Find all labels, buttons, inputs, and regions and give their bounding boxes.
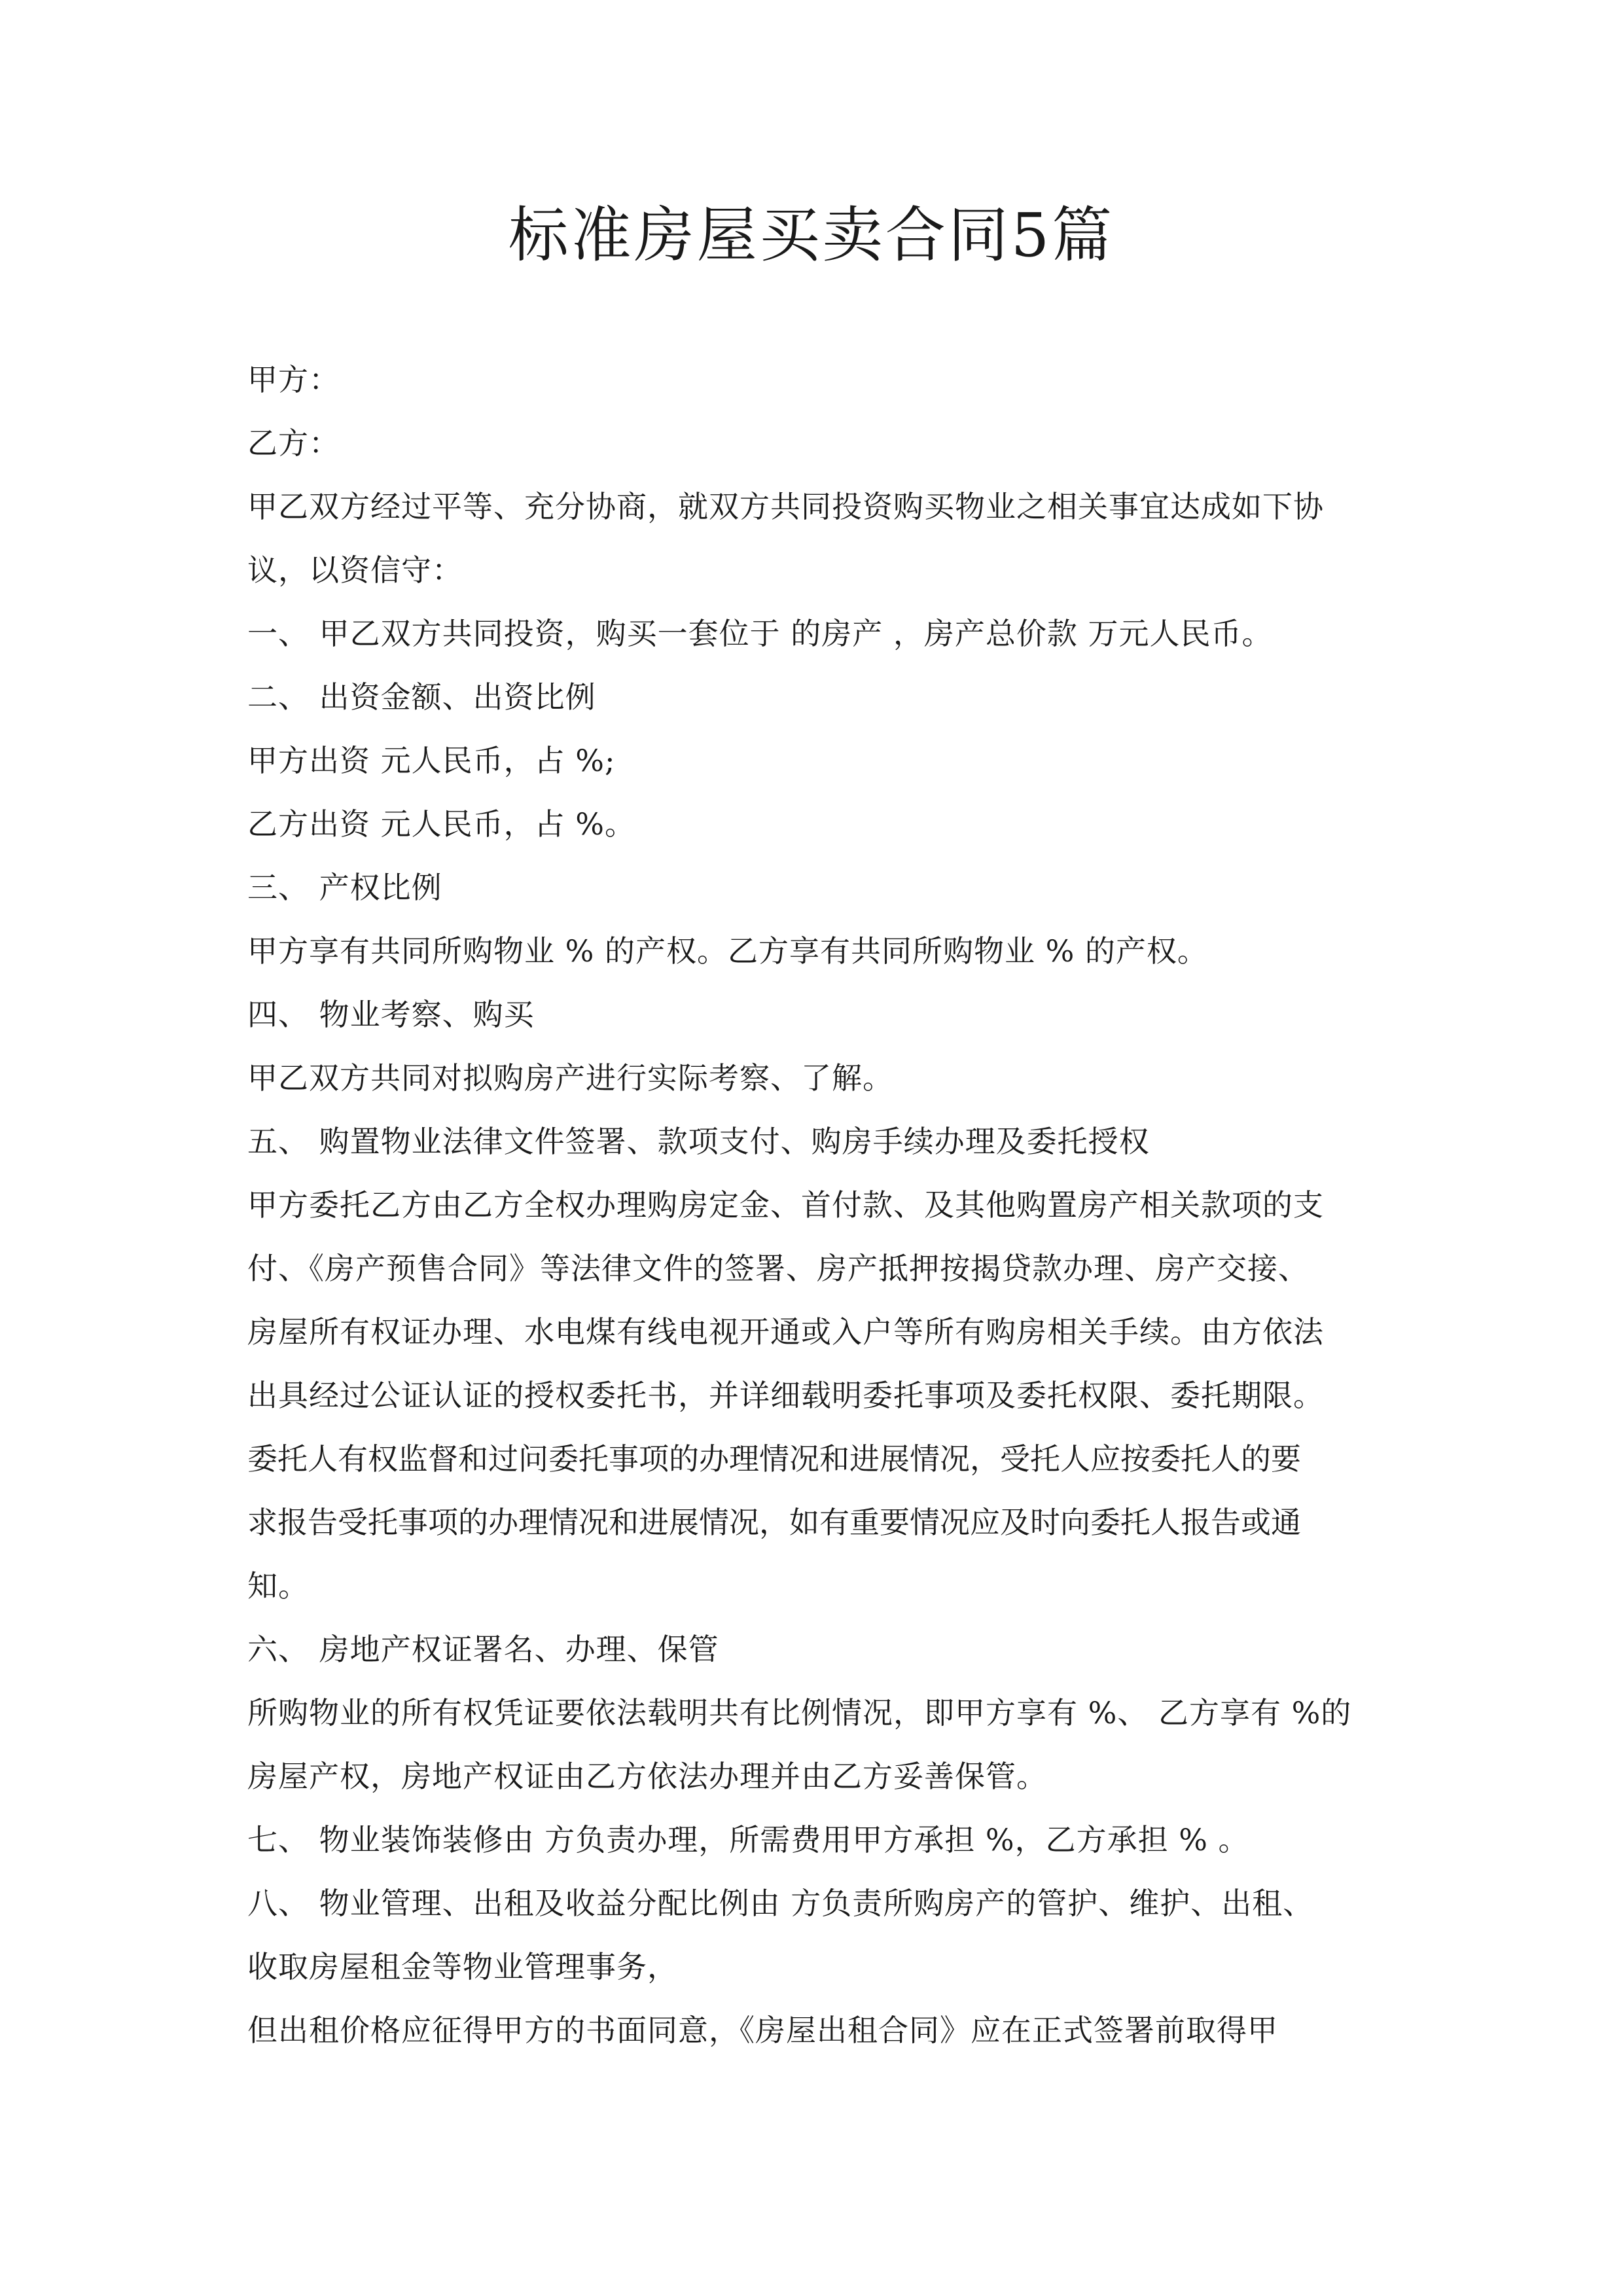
paragraph-line: 乙方： (247, 425, 340, 461)
clause-heading: 六、 房地产权证署名、办理、保管 (247, 1632, 719, 1667)
paragraph-line: 甲乙双方共同对拟购房产进行实际考察、了解。 (247, 1060, 893, 1096)
paragraph-line: 甲方委托乙方由乙方全权办理购房定金、首付款、及其他购置房产相关款项的支 (247, 1187, 1324, 1223)
paragraph-line: 甲乙双方经过平等、充分协商，就双方共同投资购买物业之相关事宜达成如下协 (247, 489, 1324, 524)
clause-heading: 五、 购置物业法律文件签署、款项支付、购房手续办理及委托授权 (247, 1124, 1150, 1159)
clause-heading: 七、 物业装饰装修由 方负责办理，所需费用甲方承担 %，乙方承担 % 。 (247, 1822, 1249, 1857)
paragraph-line: 知。 (247, 1568, 309, 1604)
paragraph-line: 但出租价格应征得甲方的书面同意，《房屋出租合同》应在正式签署前取得甲 (247, 2013, 1278, 2048)
paragraph-line: 求报告受托事项的办理情况和进展情况，如有重要情况应及时向委托人报告或通 (247, 1505, 1301, 1540)
paragraph-line: 收取房屋租金等物业管理事务， (247, 1949, 678, 1984)
paragraph-line: 议，以资信守： (247, 552, 463, 588)
clause-heading: 一、 甲乙双方共同投资，购买一套位于 的房产 ，房产总价款 万元人民币。 (247, 616, 1273, 651)
clause-heading: 三、 产权比例 (247, 870, 442, 905)
paragraph-line: 甲方出资 元人民币，占 %; (247, 743, 616, 778)
paragraph-line: 出具经过公证认证的授权委托书，并详细载明委托事项及委托权限、委托期限。 (247, 1378, 1324, 1413)
document-title: 标准房屋买卖合同5篇 (508, 200, 1115, 270)
paragraph-line: 付、《房产预售合同》等法律文件的签署、房产抵押按揭贷款办理、房产交接、 (247, 1251, 1309, 1286)
clause-heading: 二、 出资金额、出资比例 (247, 679, 596, 715)
paragraph-line: 甲方享有共同所购物业 % 的产权。乙方享有共同所购物业 % 的产权。 (247, 933, 1208, 969)
paragraph-line: 委托人有权监督和过问委托事项的办理情况和进展情况，受托人应按委托人的要 (247, 1441, 1301, 1477)
paragraph-line: 房屋产权，房地产权证由乙方依法办理并由乙方妥善保管。 (247, 1759, 1047, 1794)
document-body (247, 348, 1399, 2062)
clause-heading: 四、 物业考察、购买 (247, 997, 535, 1032)
paragraph-line: 房屋所有权证办理、水电煤有线电视开通或入户等所有购房相关手续。由方依法 (247, 1314, 1324, 1350)
paragraph-line: 甲方： (247, 362, 340, 397)
clause-heading: 八、 物业管理、出租及收益分配比例由 方负责所购房产的管护、维护、出租、 (247, 1886, 1314, 1921)
paragraph-line: 乙方出资 元人民币，占 %。 (247, 806, 635, 842)
paragraph-line: 所购物业的所有权凭证要依法载明共有比例情况，即甲方享有 %、 乙方享有 %的 (247, 1695, 1352, 1731)
